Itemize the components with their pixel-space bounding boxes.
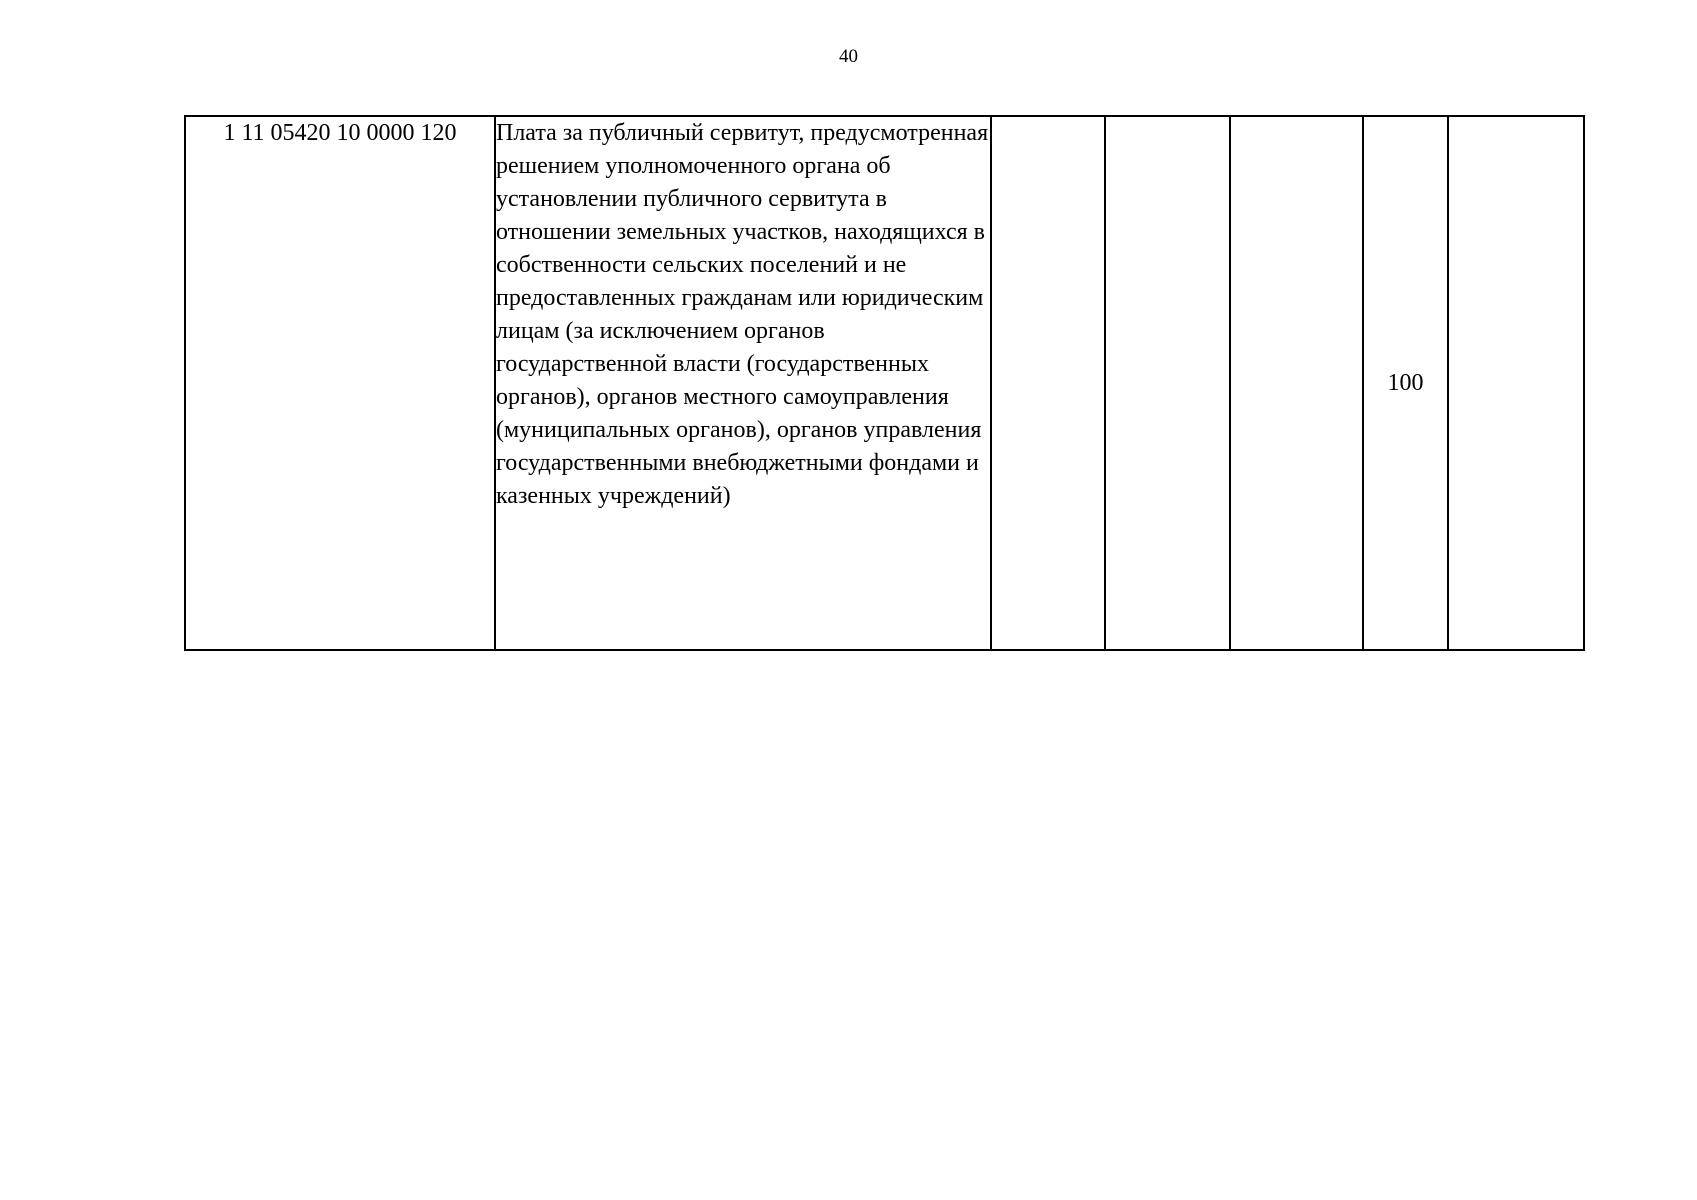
value-cell-4: 100 [1363, 116, 1448, 650]
value-cell-1 [991, 116, 1105, 650]
income-description-cell: Плата за публичный сервитут, предусмотренная решением уполномоченного органа об установлении публичного сервитута в отношении земельных участков, находящихся в собственности сельских поселений и не предоставленных гражданам или юридическим лицам (за исключением органов государственной власти (государственных органов), органов местного самоуправления (муниципальных органов), органов управления государственными внебюджетными фондами и казенных учреждений) [495, 116, 991, 650]
value-cell-3 [1230, 116, 1363, 650]
page-number: 40 [839, 46, 858, 67]
value-cell-5 [1448, 116, 1584, 650]
table-row [185, 116, 1584, 650]
budget-code-cell: 1 11 05420 10 0000 120 [185, 116, 495, 650]
budget-table [184, 115, 1585, 651]
value-cell-2 [1105, 116, 1230, 650]
